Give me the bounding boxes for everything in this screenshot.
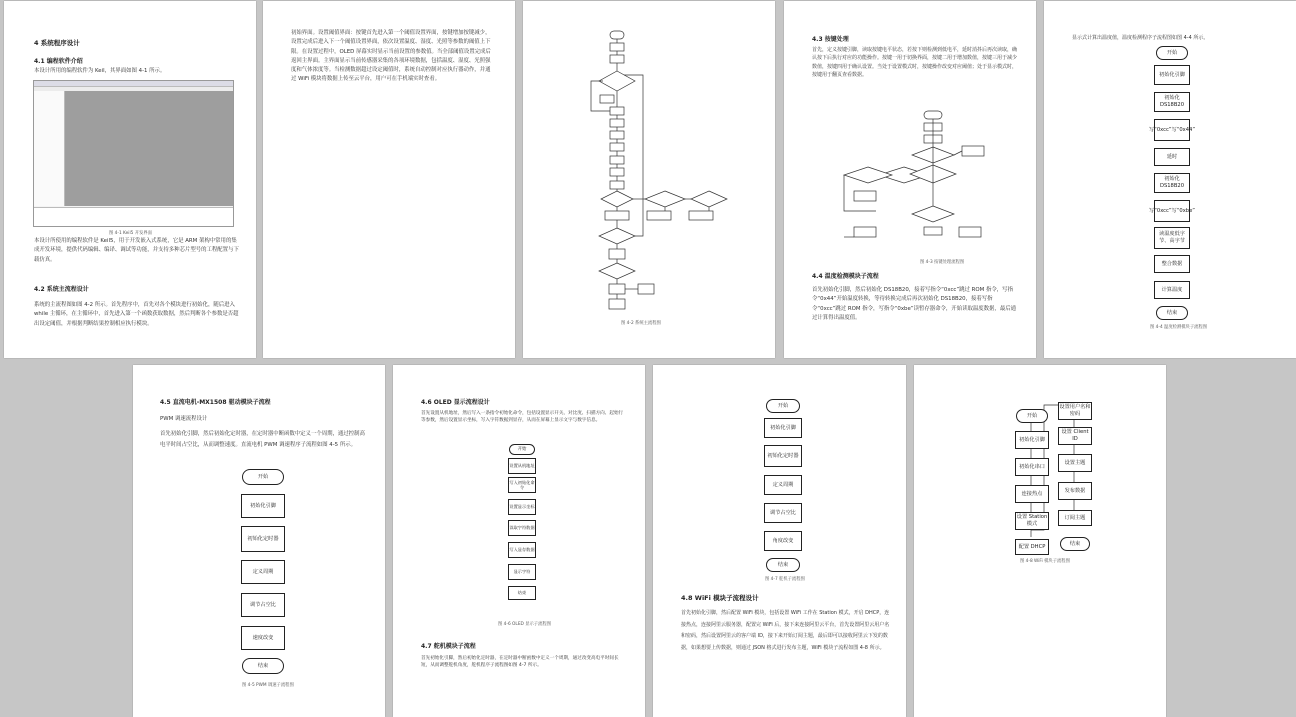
figure-caption: 图 4-3 按键处理流程图 [920,260,965,265]
page-4[interactable] [784,1,1036,358]
flow-step: 设置主题 [1058,454,1092,472]
page-2[interactable] [263,1,515,358]
chapter-heading: 4 系统程序设计 [34,39,80,47]
flow-step: 设置 Station 模式 [1015,512,1049,530]
flow-step: 定义周期 [241,560,285,584]
page-8[interactable] [653,365,906,717]
flow-step: 设置从机地址 [508,458,536,474]
flow-step: 延时 [1154,148,1190,166]
flow-step: 计算温度 [1154,281,1190,299]
oled-text: 首先设置从机地址，然后写入一条指令初始化命令，包括设置显示开关、对比度、扫描方向、起始行等参数，然后设置显示坐标，写入字符数据到显存，从而在屏幕上显示文字与数字信息。 [421,411,624,424]
flow-step: 初始化串口 [1015,458,1049,476]
section-heading-4-4: 4.4 温度检测模块子流程 [812,273,879,280]
flow-step: 初始化引脚 [1154,65,1190,85]
flow-step: 速度改变 [241,626,285,650]
flow-start: 开始 [242,469,284,485]
flow-start: 开始 [509,444,535,455]
flow-step: 设置用户名和密码 [1058,402,1092,420]
flow-start: 开始 [766,399,800,413]
threshold-text: 初始界面。设置阈值界面：按键首先进入第一个阈值设置界面，按键增加按键减少，设置完成后进入下一个阈值设置界面，依次设置温度、湿度、光照等参数的阈值上下限。在设置过程中，OLED 屏幕实时显示当前设置的参数值。当全部阈值设置完成后返回主界面。主界面显示当前传感器采集的各项环境数据，包括温度、湿度、光照强度和气体浓度等。当检测数据超过设定阈值时，系统自动控制对应执行器动作，并通过 WiFi 模块将数据上传至云平台，用户可在手机端实时查看。 [291,30,491,83]
flow-end: 结束 [242,658,284,674]
page-9[interactable] [914,365,1166,717]
flow-start: 开始 [1156,46,1188,60]
section-heading-4-7: 4.7 舵机模块子流程 [421,643,476,650]
section-heading-4-2: 4.2 系统主流程设计 [34,286,89,293]
flow-step: 初始化 DS18B20 [1154,92,1190,112]
flow-step: 写“0xcc”写“0xbe” [1154,200,1190,222]
flow-step: 读温度低字节、高字节 [1154,227,1190,249]
section-heading-4-6: 4.6 OLED 显示流程设计 [421,399,490,406]
flow-step: 设置 Client ID [1058,427,1092,445]
section-heading-4-5: 4.5 直流电机-MX1508 驱动模块子流程 [160,399,271,406]
flow-step: 写“0xcc”写“0x44” [1154,119,1190,141]
temperature-text: 首先初始化引脚，然后初始化 DS18B20，接着写指令“0xcc”跳过 ROM 指令，写指令“0x44”开始温度转换，等待转换完成后再次初始化 DS18B20，接着写指令“0xcc”跳过 ROM 指令，写指令“0xbe”读暂存器命令，开始读取温度数据，最后通过计算得出温度值。 [812,287,1016,321]
flow-step: 初始化定时器 [241,526,285,552]
flow-step: 显示字符 [508,564,536,580]
flow-step: 连接热点 [1015,485,1049,503]
flow-step: 结束 [508,586,536,600]
servo-text: 首先初始化引脚，然后初始化定时器，在定时器中断函数中定义一个周期，通过改变高电平时间长短，从而调整舵机角度，舵机程序子流程图如图 4-7 所示。 [421,656,619,669]
figure-caption: 图 4-8 WiFi 模块子流程图 [1020,559,1070,564]
flow-step: 整合数据 [1154,255,1190,273]
flow-step: 初始化 DS18B20 [1154,173,1190,193]
keil-screenshot [33,80,234,227]
flow-step: 读取字符数据 [508,520,536,536]
flow-step: 定义周期 [764,475,802,495]
flow-step: 设置显示坐标 [508,499,536,515]
wifi-text: 首先初始化引脚，然后配置 WiFi 模块，包括设置 WiFi 工作在 Station 模式，开启 DHCP，连接热点，连接阿里云服务器，配置完 WiFi 后，接下来连接阿里云平台，首先设置阿里云用户名和密码，然后设置阿里云的客户端 ID，接下来开始订阅主题，最后即可以接收阿里云下发的数据，如果想要上传数据，则通过 JSON 格式进行发布主题，WiFi 模块子流程如图 4-8 所示。 [681,610,890,651]
figure-caption: 图 4-2 系统主流程图 [621,321,661,326]
flow-start: 开始 [1016,409,1048,423]
key-text: 首先，定义按键引脚，读取按键电平状态，若按下则检测到低电平，延时消抖后再次读取，确认按下后执行对应的功能操作。按键一用于切换界面，按键二用于增加数值，按键三用于减少数值，按键四用于确认设置。当处于设置模式时，按键操作改变对应阈值；处于显示模式时，按键用于翻页查看数据。 [812,47,1018,79]
flow-step: 发布数据 [1058,482,1092,500]
flow-end: 结束 [766,558,800,572]
section-heading-4-3: 4.3 按键处理 [812,36,849,43]
page-5[interactable] [1044,1,1296,358]
figure-caption: 图 4-1 Keil5 开发界面 [109,231,152,236]
flow-step: 写入显存数据 [508,542,536,558]
flow-step: 订阅主题 [1058,510,1092,526]
main-flowchart [523,1,775,358]
flow-step: 调节占空比 [764,503,802,523]
flow-step: 初始化引脚 [764,418,802,438]
flow-end: 结束 [1060,537,1090,551]
pwm-text: 首先初始化引脚，然后初始化定时器，在定时器中断函数中定义一个周期，通过控制高电平时间占空比，从而调整速度。直流电机 PWM 调速程序子流程如图 4-5 所示。 [160,431,365,448]
flow-step: 角度改变 [764,531,802,551]
flow-step: 初始化引脚 [1015,431,1049,449]
section-heading-4-8: 4.8 WiFi 模块子流程设计 [681,594,759,602]
temperature-intro: 显示式计算出温度值，温度检测程序子流程图如图 4-4 所示。 [1072,35,1209,41]
pwm-subheading: PWM 调速流程设计 [160,416,208,422]
flow-end: 结束 [1156,306,1188,320]
page-3[interactable] [523,1,775,358]
figure-caption: 图 4-5 PWM 调速子流程图 [242,683,294,688]
figure-caption: 图 4-4 温度检测模块子流程图 [1150,325,1208,330]
flow-step: 初始化定时器 [764,445,802,467]
intro-text: 本设计所用的编程软件为 Keil，其界面如图 4-1 所示。 [34,68,166,74]
flow-step: 配置 DHCP [1015,539,1049,555]
keil-description: 本设计所使用的编程软件是 Keil5，用于开发嵌入式系统，它是 ARM 架构中常用的集成开发环境，提供代码编辑、编译、调试等功能，并支持多种芯片型号的工程配置与下载仿真。 [34,238,239,263]
section-heading-4-1: 4.1 编程软件介绍 [34,58,83,65]
figure-caption: 图 4-6 OLED 显示子流程图 [498,622,551,627]
key-flowchart [784,99,1036,259]
figure-caption: 图 4-7 舵机子流程图 [765,577,805,582]
page-6[interactable] [133,365,385,717]
page-7[interactable] [393,365,645,717]
page-1[interactable] [4,1,256,358]
flow-step: 写入初始化命令 [508,477,536,493]
flow-step: 调节占空比 [241,593,285,617]
main-flow-text: 系统的主流程图如图 4-2 所示。首先程序中，首先对各个模块进行初始化，随后进入 while 主循环，在主循环中，首先进入第一个函数获取数据，然后判断各个参数是否超出设定阈值，并根据判断结果控制相应执行模块。 [34,302,239,327]
flow-step: 初始化引脚 [241,494,285,518]
